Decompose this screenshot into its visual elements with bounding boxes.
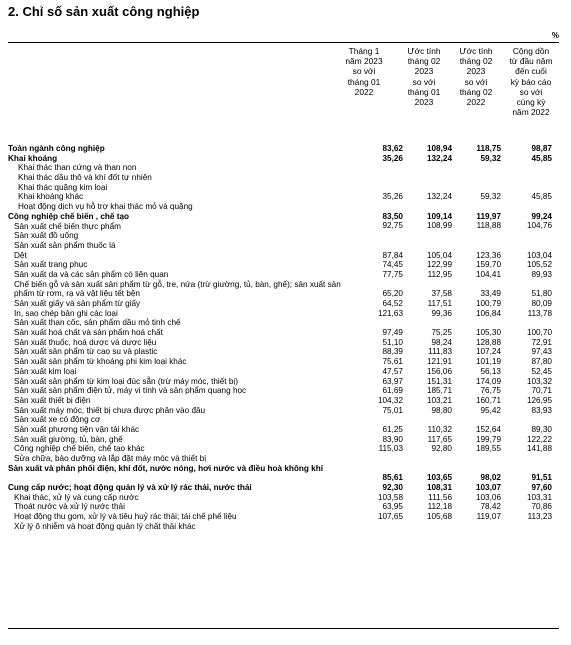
row-value-col-2: 105,68 [426,512,452,522]
row-value-col-3: 123,36 [475,250,501,260]
row-value-col-3: 104,41 [475,269,501,279]
row-value-col-4: 104,76 [526,221,552,231]
column-header-line: tháng 02 [459,86,493,97]
row-value-col-2: 132,24 [426,153,452,163]
row-label: Sản xuất than cốc, sản phẩm dầu mỏ tinh chế [14,318,181,328]
column-header-line: tháng 02 [407,56,441,67]
table-row [8,270,559,280]
row-value-col-1: 87,84 [382,250,403,260]
row-value-col-2: 110,32 [427,424,452,434]
table-row [8,444,559,454]
column-header-4 [502,46,560,117]
row-value-col-1: 83,62 [382,143,403,153]
row-value-col-2: 98,24 [431,337,452,347]
column-header-line: 2023 [414,66,434,77]
row-label: Công nghiệp chế biến , chế tạo [8,211,130,221]
unit-label: % [551,31,559,40]
row-value-col-4: 97,43 [531,347,552,357]
row-value-col-1: 92,30 [382,483,403,493]
row-value-col-1: 61,25 [382,424,403,434]
row-value-col-4: 72,91 [531,337,552,347]
column-header-3 [450,46,502,107]
column-header-line: so với [412,76,436,87]
table-row [8,386,559,396]
row-value-col-1: 63,95 [382,502,403,512]
row-value-col-3: 103,06 [475,492,501,502]
table-row [8,144,559,154]
row-label: Khai thác quặng kim loại [18,182,108,192]
table-row [8,202,559,212]
table-row [8,280,559,299]
table-row [8,522,559,532]
column-header-line: năm 2023 [345,56,383,67]
row-value-col-1: 104,32 [377,395,403,405]
row-value-col-4: 141,88 [526,444,552,454]
row-value-col-3: 33,49 [480,289,501,299]
row-value-col-2: 151,31 [426,376,452,386]
column-header-line: Tháng 1 [348,46,380,56]
row-value-col-4: 122,22 [526,434,552,444]
column-header-line: tháng 01 [407,86,441,97]
table-row [8,212,559,222]
row-label: Sản xuất sản phẩm từ kim loại đúc sẵn (trừ máy móc, thiết bị) [14,376,238,386]
row-label: Sản xuất giấy và sản phẩm từ giấy [14,299,141,309]
column-header-line: năm 2022 [512,107,550,118]
table-row [8,328,559,338]
table-row [8,367,559,377]
row-value-col-2: 156,06 [426,366,452,376]
row-value-col-2: 109,14 [426,211,452,221]
column-header-line: 2022 [466,97,486,108]
row-value-col-4: 89,30 [531,424,552,434]
table-row [8,192,559,202]
row-value-col-4: 80,09 [531,299,552,308]
row-value-col-3: 95,42 [480,405,501,415]
row-label: Khai thác than cứng và than non [18,163,137,173]
row-value-col-1: 121,63 [377,308,403,318]
row-value-col-3: 159,70 [475,260,501,270]
row-value-col-2: 103,21 [426,395,452,405]
table-row [8,502,559,512]
table-row [8,454,559,464]
table-row [8,318,559,328]
row-value-col-1: 75,01 [382,405,403,415]
row-value-col-4: 83,93 [531,405,552,415]
table-row [8,173,559,183]
row-value-col-1: 88,39 [382,347,403,357]
table-row [8,347,559,357]
row-label: Toàn ngành công nghiệp [8,144,105,153]
data-table [8,144,559,532]
row-label: In, sao chép bản ghi các loại [14,308,118,318]
row-value-col-2: 132,24 [426,192,452,202]
row-value-col-3: 199,79 [475,434,501,444]
row-value-col-4: 113,78 [527,308,552,318]
column-header-line: so với [464,76,488,87]
row-label: Sản xuất thuốc, hoá dược và dược liệu [14,337,157,347]
row-value-col-3: 174,09 [475,376,501,386]
row-value-col-4: 99,24 [531,211,552,221]
row-value-col-3: 105,30 [475,328,501,338]
table-row [8,222,559,232]
row-value-col-2: 117,65 [427,434,452,444]
bottom-rule [8,628,559,629]
row-label: Sản xuất trang phục [14,260,88,270]
row-value-col-4: 45,85 [531,192,552,202]
row-value-col-3: 160,71 [475,395,501,405]
column-header-line: so với [352,66,376,77]
row-label: Sản xuất thiết bị điện [14,395,91,405]
table-row [8,435,559,445]
row-label: Thoát nước và xử lý nước thải [14,502,125,512]
row-label: Dệt [14,250,27,260]
row-value-col-4: 97,60 [531,483,552,493]
row-value-col-2: 117,51 [427,299,452,308]
row-value-col-1: 35,26 [382,153,403,163]
row-label: Sản xuất da và các sản phẩm có liên quan [14,269,169,279]
table-row [8,338,559,348]
row-value-col-1: 97,49 [382,328,403,338]
top-rule [8,42,559,43]
table-row [8,357,559,367]
table-row [8,377,559,387]
row-value-col-1: 103,58 [377,492,403,502]
row-label: Sản xuất kim loại [14,366,77,376]
row-value-col-3: 59,32 [480,192,501,202]
row-value-col-4: 103,32 [526,376,552,386]
row-value-col-2: 37,58 [431,289,452,299]
row-value-col-1: 74,45 [382,260,403,270]
column-header-line: từ đầu năm [509,56,553,67]
row-label: Hoạt động thu gom, xử lý và tiêu huỷ rác thải; tái chế phế liệu [14,512,237,522]
table-row [8,493,559,503]
table-row [8,483,559,493]
column-header-line: kỳ báo cáo [510,76,552,87]
row-value-col-4: 70,86 [531,502,552,512]
row-value-col-1: 107,65 [377,512,403,522]
row-value-col-4: 51,80 [531,289,552,299]
row-value-col-1: 47,57 [382,366,403,376]
page-title: 2. Chỉ số sản xuất công nghiệp [8,4,200,19]
column-header-line: 2023 [414,97,434,108]
row-value-col-4: 100,70 [526,328,552,338]
table-row [8,154,559,164]
column-header-line: cùng kỳ [516,97,546,108]
row-value-col-4: 126,95 [526,395,552,405]
table-row [8,406,559,416]
row-label: Công nghiệp chế biến, chế tạo khác [14,444,145,454]
row-value-col-3: 118,75 [476,143,501,153]
row-value-col-3: 98,02 [480,473,501,483]
table-row [8,251,559,261]
row-value-col-1: 64,52 [382,299,403,308]
table-row [8,415,559,425]
row-value-col-1: 51,10 [382,337,403,347]
row-value-col-4: 52,45 [531,366,552,376]
row-value-col-2: 112,18 [427,502,452,512]
column-header-2 [396,46,452,107]
row-label: Khai khoáng [8,153,58,163]
row-value-col-2: 108,31 [426,483,452,493]
column-header-line: tháng 01 [347,76,381,87]
row-label: Sản xuất hoá chất và sản phẩm hoá chất [14,328,163,338]
row-value-col-4: 103,04 [526,250,552,260]
row-value-col-3: 107,24 [475,347,501,357]
row-value-col-3: 78,42 [480,502,501,512]
row-label: Khai khoáng khác [18,192,84,202]
column-header-line: Cộng dồn [512,46,550,56]
row-value-col-3: 118,88 [476,221,501,231]
table-row [8,241,559,251]
row-label: Sản xuất và phân phối điện, khí đốt, nước nóng, hơi nước và điều hoà không khí [8,463,323,473]
column-header-line: tháng 02 [459,56,493,67]
row-value-col-4: 87,80 [531,357,552,367]
row-value-col-2: 108,94 [426,143,452,153]
row-value-col-4: 103,31 [526,492,552,502]
row-value-col-1: 85,61 [382,473,403,483]
table-row [8,299,559,309]
table-row [8,464,559,483]
row-value-col-1: 83,50 [382,211,403,221]
row-value-col-1: 65,20 [382,289,403,299]
row-value-col-3: 56,13 [480,366,501,376]
row-value-col-3: 59,32 [480,153,501,163]
row-label: Hoạt động dịch vụ hỗ trợ khai thác mỏ và quặng [18,202,193,212]
row-value-col-3: 106,84 [475,308,501,318]
column-header-line: 2023 [466,66,486,77]
row-value-col-2: 103,65 [426,473,452,483]
column-header-line: 2022 [354,86,374,97]
row-value-col-1: 61,69 [382,386,403,396]
row-label: Sản xuất sản phẩm điện tử, máy vi tính và sản phẩm quang học [14,386,247,396]
row-value-col-2: 111,83 [428,347,452,357]
table-row [8,260,559,270]
table-row [8,396,559,406]
row-label: Sản xuất sản phẩm từ cao su và plastic [14,347,158,357]
row-label: Sửa chữa, bảo dưỡng và lắp đặt máy móc và thiết bị [14,454,207,464]
row-value-col-2: 108,99 [426,221,452,231]
row-value-col-3: 119,97 [476,211,501,221]
row-value-col-3: 103,07 [475,483,501,493]
row-value-col-4: 89,93 [531,269,552,279]
row-label: Sản xuất phương tiện vận tải khác [14,424,140,434]
row-label: Xử lý ô nhiễm và hoạt động quản lý chất thải khác [14,521,196,531]
column-header-line: đến cuối [515,66,547,77]
row-value-col-3: 152,64 [475,424,501,434]
row-label: Sản xuất đồ uống [14,231,79,241]
row-value-col-3: 189,55 [475,444,501,454]
row-value-col-2: 75,25 [431,328,452,338]
table-row [8,309,559,319]
column-header-line: Ước tính [459,46,493,56]
row-label: Khai thác dầu thô và khí đốt tự nhiên [18,173,152,183]
row-label: Sản xuất chế biến thực phẩm [14,221,121,231]
row-value-col-2: 185,71 [426,386,452,396]
row-value-col-1: 83,90 [382,434,403,444]
column-header-line: so với [519,86,543,97]
row-value-col-4: 113,23 [527,512,552,522]
column-header-line: Ước tính [407,46,441,56]
row-value-col-1: 77,75 [382,269,403,279]
table-row [8,183,559,193]
row-label: Sản xuất máy móc, thiết bị chưa được phân vào đâu [14,405,206,415]
row-label: Khai thác, xử lý và cung cấp nước [14,492,139,502]
row-value-col-3: 101,19 [475,357,501,367]
row-label: Cung cấp nước; hoạt động quản lý và xử lý rác thải, nước thải [8,483,252,493]
column-header-1 [334,46,394,97]
row-label: Chế biến gỗ và sản xuất sản phẩm từ gỗ, tre, nứa (trừ giường, tủ, bàn, ghế); sản xuất sản phẩm từ rơm, rạ và vật liệu tết bện [14,279,341,299]
row-label: Sản xuất sản phẩm thuốc lá [14,240,116,250]
table-row [8,425,559,435]
row-value-col-2: 99,36 [431,308,452,318]
table-row [8,231,559,241]
row-value-col-3: 76,75 [480,386,501,396]
row-value-col-2: 105,04 [426,250,452,260]
table-row [8,512,559,522]
row-value-col-4: 98,87 [531,143,552,153]
row-value-col-2: 98,80 [431,405,452,415]
row-value-col-4: 70,71 [531,386,552,396]
row-value-col-2: 92,80 [431,444,452,454]
row-value-col-3: 100,79 [475,299,501,308]
row-value-col-1: 63,97 [382,376,403,386]
row-label: Sản xuất xe có động cơ [14,415,101,425]
row-label: Sản xuất giường, tủ, bàn, ghế [14,434,123,444]
row-value-col-1: 35,26 [382,192,403,202]
row-value-col-4: 105,52 [526,260,552,270]
row-value-col-3: 119,07 [476,512,501,522]
row-value-col-1: 75,61 [382,357,403,367]
row-value-col-4: 45,85 [531,153,552,163]
row-value-col-2: 112,95 [427,269,452,279]
row-value-col-3: 128,88 [475,337,501,347]
row-value-col-1: 115,03 [378,444,403,454]
row-value-col-2: 122,99 [426,260,452,270]
row-value-col-2: 121,91 [426,357,452,367]
row-value-col-1: 92,75 [382,221,403,231]
row-value-col-4: 91,51 [531,473,552,483]
row-label: Sản xuất sản phẩm từ khoáng phi kim loại khác [14,357,187,367]
table-row [8,163,559,173]
row-value-col-2: 111,56 [428,492,452,502]
